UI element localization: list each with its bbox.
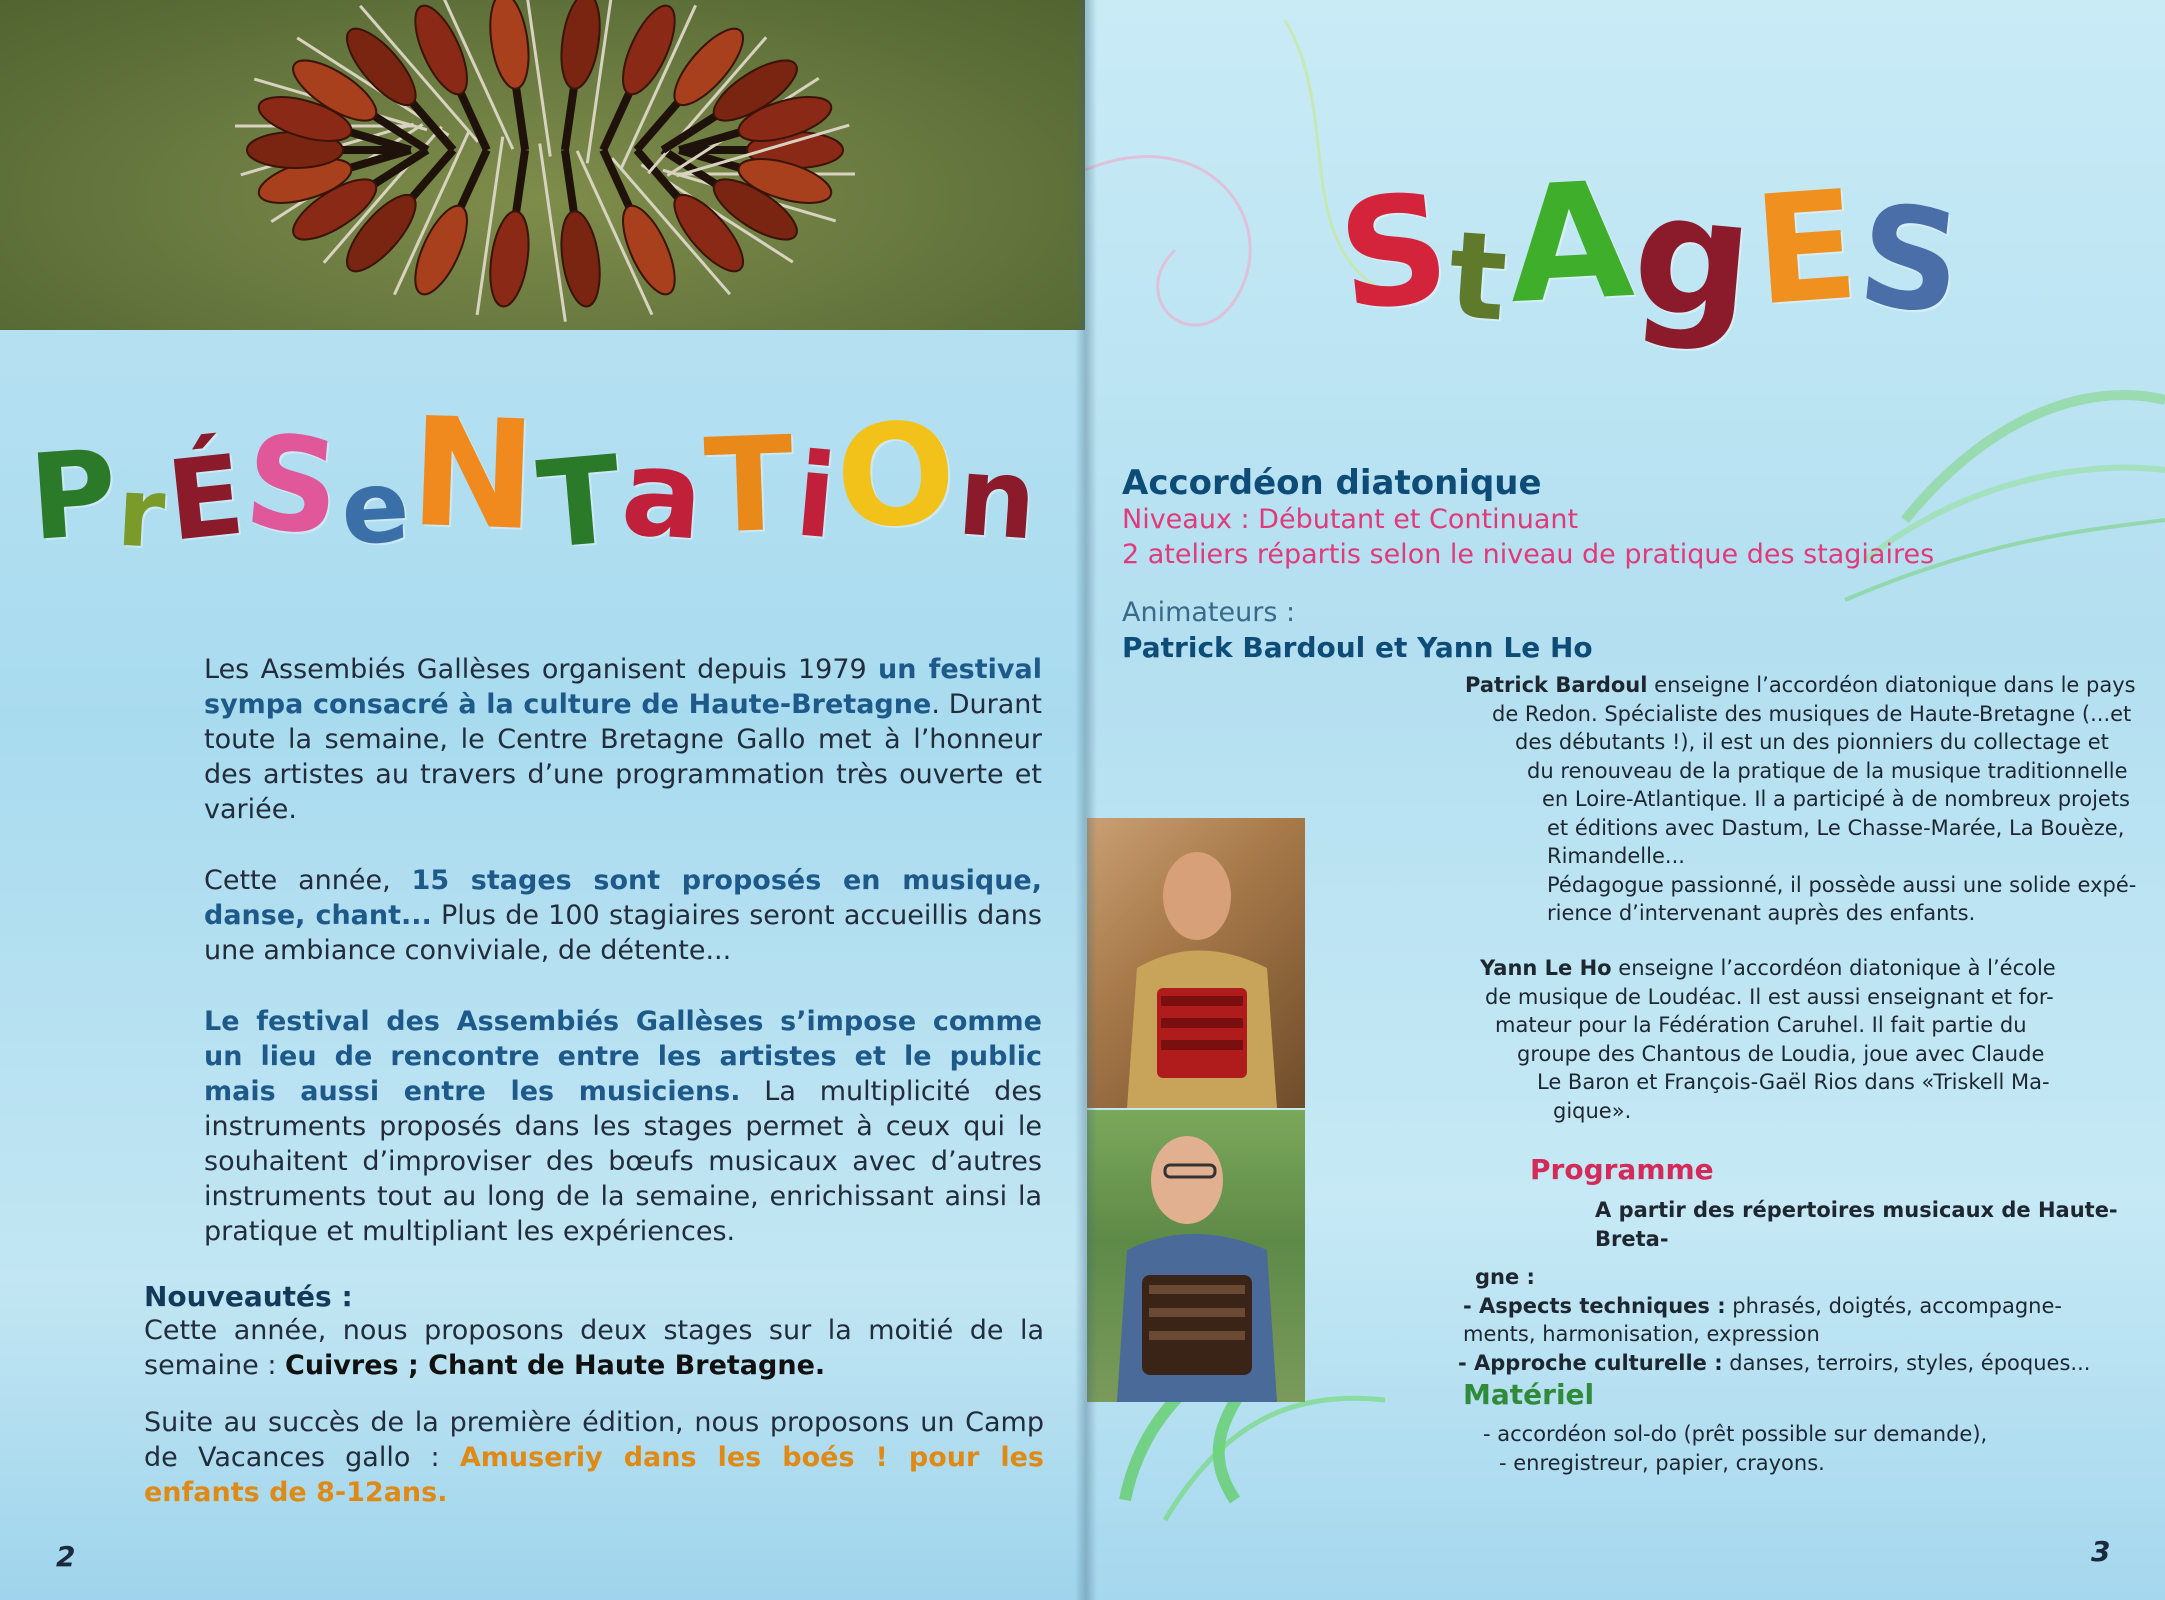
animateurs-names: Patrick Bardoul et Yann Le Ho (1122, 631, 1593, 664)
title-letter: r (115, 455, 171, 571)
materiel-heading: Matériel (1463, 1378, 1595, 1411)
title-letter: A (1504, 145, 1640, 340)
presentation-body (204, 652, 1042, 1285)
course-title: Accordéon diatonique (1122, 463, 1542, 503)
title-letter: T (702, 407, 798, 563)
title-letter: n (953, 431, 1043, 565)
stages-paragraph: Cette année, 15 stages sont proposés en musique, danse, chant... Plus de 100 stagiaires seront accueillis dans une ambiance conviviale, de détente... (204, 865, 1042, 966)
page-number-right: 3 (2091, 1535, 2111, 1568)
patrick-bardoul-photo (1087, 818, 1305, 1108)
title-letter: O (832, 391, 962, 562)
stages-title (1331, 145, 1971, 358)
presentation-title (25, 385, 1043, 577)
violin-shape (477, 137, 544, 321)
programme-text: A partir des répertoires musicaux de Haute-Breta- gne : - Aspects techniques : phrasés, doigtés, accompagne- ments, harmonisation, expression - Approche culturelle : danses, terroirs, styles, époques... (1458, 1198, 2118, 1375)
nouveautes-section (144, 1280, 1044, 1546)
festival-paragraph: Le festival des Assembiés Gallèses s’impose comme un lieu de rencontre entre les artistes et le public mais aussi entre les musiciens. La multiplicité des instruments proposés dans les stages permet à ceux qui le souhaitent d’improviser des bœufs musicaux avec d’autres instruments tout au long de la semaine, enrichissant ainsi la pratique et multipliant les expériences. (204, 1006, 1042, 1247)
programme-heading: Programme (1530, 1153, 1714, 1186)
book-fold (1075, 0, 1097, 1600)
camp-text: Suite au succès de la première édition, nous proposons un Camp de Vacances gallo : Amuseriy dans les boés ! pour les enfants de 8-12ans. (144, 1407, 1044, 1508)
title-letter: a (617, 423, 710, 568)
nouveautes-text: Cette année, nous proposons deux stages sur la moitié de la semaine : Cuivres ; Chant de Haute Bretagne. (144, 1315, 1044, 1381)
title-letter: S (1331, 160, 1459, 346)
right-page (1085, 0, 2165, 1600)
title-letter: i (789, 428, 843, 566)
nouveautes-heading: Nouveautés : (144, 1280, 353, 1313)
title-letter: S (1851, 174, 1971, 347)
title-letter: g (1626, 156, 1763, 358)
title-letter: É (161, 430, 252, 566)
title-letter: T (532, 430, 629, 577)
workshops-text: 2 ateliers répartis selon le niveau de pratique des stagiaires (1122, 539, 1935, 570)
yann-bio: Yann Le Ho enseigne l’accordéon diatonique à l’école de musique de Loudéac. Il est aussi enseignant et for- mateur pour la Fédération Caruhel. Il fait partie du groupe des Chantous de Loudia, joue avec Claude Le Baron et François-Gaël Rios dans «Triskell Ma- gique». (1480, 956, 2056, 1123)
patrick-bio: Patrick Bardoul enseigne l’accordéon diatonique dans le pays de Redon. Spécialiste des musiques de Haute-Bretagne (...et des débutants !), il est un des pionniers du collectage et du renouveau de la pratique de la musique traditionnelle en Loire-Atlantique. Il a participé à de nombreux projets et éditions avec Dastum, Le Chasse-Marée, La Bouèze, Rimandelle... Pédagogue passionné, il possède aussi une solide expé- rience d’intervenant auprès des enfants. (1465, 673, 2137, 925)
violin-shape (546, 0, 613, 163)
title-letter: t (1444, 206, 1514, 349)
intro-paragraph: Les Assembiés Gallèses organisent depuis 1979 un festival sympa consacré à la culture de Haute-Bretagne. Durant toute la semaine, le Centre Bretagne Gallo met à l’honneur des artistes au travers d’une programmation très ouverte et variée. (204, 654, 1042, 825)
violin-shape (540, 138, 607, 322)
page-number-left: 2 (56, 1540, 76, 1573)
violins-circle-photo (0, 0, 1085, 330)
title-letter: N (407, 385, 542, 565)
yann-le-ho-photo (1087, 1110, 1305, 1402)
title-letter: E (1749, 158, 1866, 340)
title-letter: S (239, 405, 348, 565)
title-letter: e (337, 447, 414, 568)
materiel-list: - accordéon sol-do (prêt possible sur demande), - enregistreur, papier, crayons. (1483, 1422, 1988, 1475)
title-letter: P (25, 423, 124, 567)
levels-text: Niveaux : Débutant et Continuant (1122, 504, 1579, 535)
animateurs-label: Animateurs : (1122, 597, 1296, 628)
violin-shape (483, 0, 550, 162)
